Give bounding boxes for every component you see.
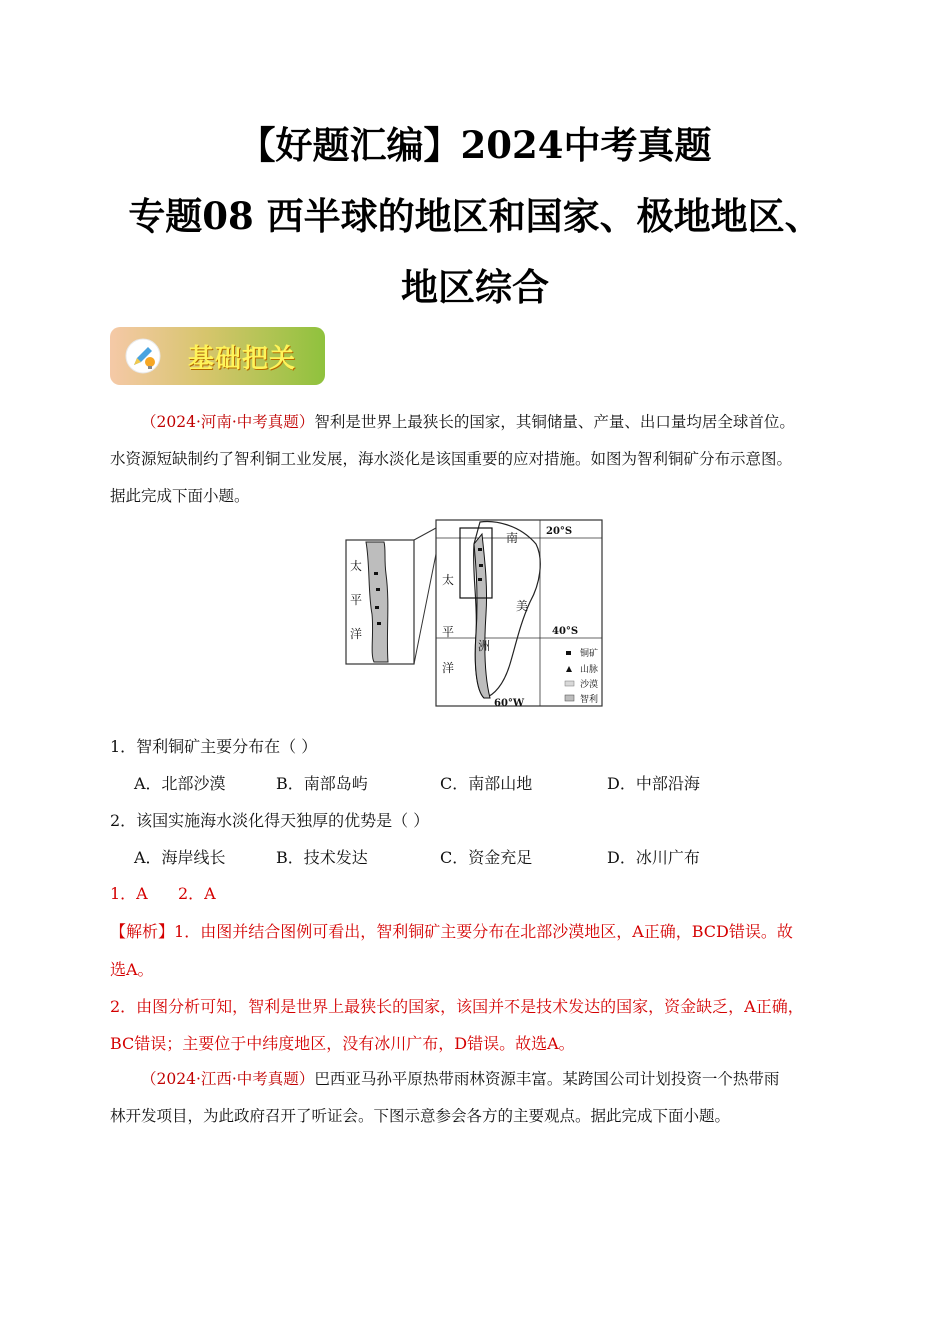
- question-2-option-c[interactable]: C．资金充足: [440, 848, 533, 867]
- map-label-lon60: 60°W: [494, 698, 525, 708]
- question-2-option-d[interactable]: D．冰川广布: [607, 848, 700, 867]
- answer-2: 2．A: [178, 884, 216, 903]
- analysis-text-1: 1．由图并结合图例可看出，智利铜矿主要分布在北部沙漠地区，A正确，BCD错误。故: [174, 922, 793, 941]
- legend-mountain-label: 山脉: [580, 665, 599, 675]
- question-1-option-d[interactable]: D．中部沿海: [607, 774, 700, 793]
- question-1-option-a[interactable]: A．北部沙漠: [134, 774, 226, 793]
- passage-1-text-1: 智利是世界上最狭长的国家，其铜储量、产量、出口量均居全球首位。: [314, 413, 795, 431]
- page-title-line-3: 地区综合: [401, 265, 549, 309]
- passage-2-source: （2024·江西·中考真题）: [141, 1070, 315, 1088]
- map-main-label-mei: 美: [516, 599, 529, 613]
- question-1-option-c[interactable]: C．南部山地: [440, 774, 533, 793]
- analysis-tag: 【解析】: [110, 922, 175, 941]
- passage-1-source: （2024·河南·中考真题）: [141, 413, 315, 431]
- passage-2-text-2: 林开发项目，为此政府召开了听证会。下图示意参会各方的主要观点。据此完成下面小题。: [110, 1107, 731, 1125]
- analysis-line-2: 选A。: [110, 960, 154, 979]
- map-inset-label-tai: 太: [350, 559, 363, 573]
- question-1-stem: 1．智利铜矿主要分布在（ ）: [110, 737, 318, 756]
- analysis-line-3: 2．由图分析可知，智利是世界上最狭长的国家，该国并不是技术发达的国家，资金缺乏，A正确，: [110, 997, 804, 1016]
- answer-1: 1．A: [110, 884, 148, 903]
- map-main-label-ping: 平: [442, 625, 455, 639]
- section-badge: [110, 327, 325, 385]
- map-label-lat40: 40°S: [552, 626, 579, 637]
- legend-desert-swatch: [565, 681, 574, 686]
- page-title-line-1: 【好题汇编】2024中考真题: [238, 123, 712, 167]
- chile-copper-map: [344, 514, 606, 708]
- legend-desert-label: 沙漠: [580, 680, 599, 690]
- passage-1-text-2: 水资源短缺制约了智利铜工业发展，海水淡化是该国重要的应对措施。如图为智利铜矿分布示意图。: [110, 450, 793, 468]
- map-label-lat20: 20°S: [546, 526, 573, 537]
- page-title-line-2: 专题08 西半球的地区和国家、极地地区、: [128, 194, 822, 238]
- pencil-lightbulb-icon: [124, 337, 162, 375]
- map-main-label-nan: 南: [506, 531, 519, 545]
- analysis-line-4: BC错误；主要位于中纬度地区，没有冰川广布，D错误。故选A。: [110, 1034, 575, 1053]
- passage-1-text-3: 据此完成下面小题。: [110, 487, 250, 505]
- analysis-line-1: [110, 919, 793, 942]
- question-2-option-b[interactable]: B．技术发达: [276, 848, 368, 867]
- legend-chile-label: 智利: [580, 695, 599, 705]
- map-main-label-yang: 洋: [442, 661, 455, 675]
- legend-chile-swatch: [565, 695, 574, 701]
- question-1-option-b[interactable]: B．南部岛屿: [276, 774, 368, 793]
- question-2-stem: 2．该国实施海水淡化得天独厚的优势是（ ）: [110, 811, 430, 830]
- passage-2: [110, 1061, 840, 1135]
- map-inset-label-yang: 洋: [350, 627, 363, 641]
- legend-copper-swatch: [566, 651, 571, 655]
- passage-1: [110, 404, 840, 515]
- map-main-label-zhou: 洲: [478, 639, 491, 653]
- passage-2-text-1: 巴西亚马孙平原热带雨林资源丰富。某跨国公司计划投资一个热带雨: [314, 1070, 780, 1088]
- map-main-label-tai: 太: [442, 573, 455, 587]
- legend-copper-label: 铜矿: [580, 649, 599, 659]
- map-inset-label-ping: 平: [350, 593, 363, 607]
- section-badge-label: 基础把关: [188, 344, 297, 374]
- question-2-option-a[interactable]: A．海岸线长: [134, 848, 226, 867]
